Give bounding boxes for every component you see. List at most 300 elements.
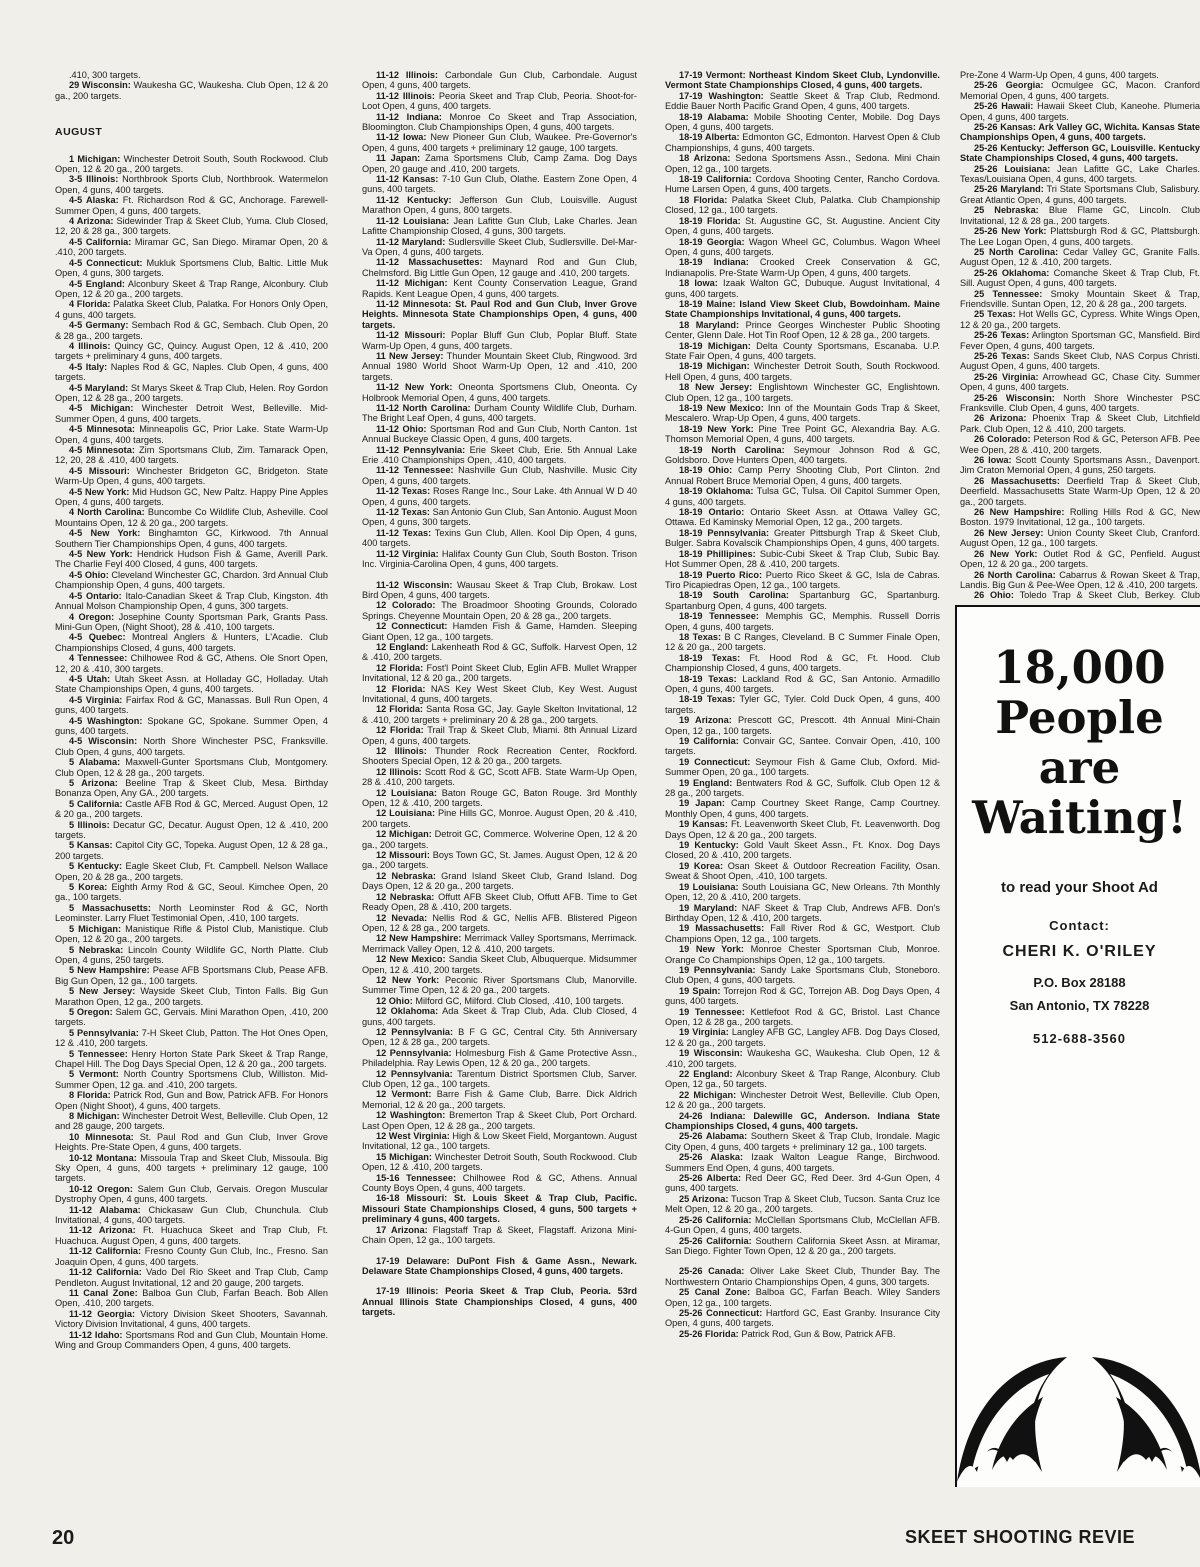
- shoot-listing: [55, 840, 328, 861]
- listing-date-location: 4-5 Germany:: [69, 320, 129, 331]
- listing-date-location: 12 Ohio:: [376, 995, 413, 1006]
- shoot-listing: [55, 279, 328, 300]
- shoot-listing: [55, 1288, 328, 1309]
- listing-date-location: 11-12 Kansas:: [376, 174, 439, 185]
- shoot-listing: [665, 153, 940, 174]
- shoot-listing: [665, 299, 940, 320]
- listing-details: Winchester Detroit South, South Rockwood. Club Open, 12 & 20 ga., 200 targets.: [55, 153, 328, 175]
- listing-date-location: 5 Kansas:: [69, 840, 113, 851]
- listing-date-location: 18-19 California:: [679, 174, 752, 185]
- listing-date-location: 18-19 New York:: [679, 423, 754, 434]
- listing-details: Oneonta Sportsmens Club, Oneonta. Cy Holbrook Memorial Open, 4 guns, 400 targets.: [362, 382, 637, 403]
- listing-details: Toledo Trap & Skeet Club, Berkey. Club: [1019, 590, 1200, 600]
- listing-details: Balboa Gun Club, Farfan Beach. Bob Allen Open, .410, 200 targets.: [55, 1287, 328, 1309]
- listing-date-location: 18-19 Oklahoma:: [679, 486, 754, 497]
- listing-date-location: 4-5 New York:: [69, 549, 133, 560]
- listing-details: Chickasaw Gun Club, Chunchula. Club Invitational, 4 guns, 400 targets.: [55, 1204, 328, 1226]
- listing-date-location: 24-26 Indiana:: [679, 1110, 746, 1121]
- listing-details: Fall River Rod & GC, Westport. Club Champions Open, 12 ga., 100 targets.: [665, 923, 940, 944]
- listing-date-location: 25-26 Hawaii:: [974, 101, 1034, 112]
- shoot-listing: [55, 924, 328, 945]
- shoot-listing: [665, 694, 940, 715]
- listing-date-location: 12 Washington:: [376, 1110, 446, 1121]
- listing-details: North Shore Winchester PSC, Franksville. Club Open, 4 guns, 400 targets.: [55, 736, 328, 757]
- listing-details: Rolling Hills Rod & GC, New Boston. 1979 Invitational, 12 ga., 100 targets.: [960, 507, 1200, 528]
- listing-details: Union County Skeet Club, Cranford. August Open, 12 ga., 100 targets.: [960, 527, 1200, 549]
- listing-details: Boys Town GC, St. James. August Open, 12 & 20 ga., 200 targets.: [362, 850, 637, 871]
- listing-date-location: 12 Missouri:: [376, 850, 430, 861]
- shoot-listing: [55, 424, 328, 445]
- listing-column-4: [960, 70, 1200, 600]
- shoot-listing: [960, 226, 1200, 247]
- shoot-listing: [362, 112, 637, 133]
- listing-date-location: 19 California:: [679, 736, 739, 746]
- listing-column-3: [665, 70, 940, 1510]
- shoot-listing: [665, 382, 940, 403]
- listing-date-location: 18-19 Maine:: [679, 298, 736, 309]
- listing-details: Balboa GC, Farfan Beach. Wiley Sanders Open, 12 ga., 100 targets.: [665, 1287, 940, 1308]
- listing-date-location: 12 Colorado:: [376, 600, 436, 611]
- listing-date-location: 22 Michigan:: [679, 1089, 737, 1100]
- shoot-listing: [362, 445, 637, 466]
- listing-details: Ft. Hood Rod & GC, Ft. Hood. Club Championship Closed, 4 guns, 400 targets.: [665, 652, 940, 674]
- shoot-listing: [362, 1225, 637, 1246]
- listing-date-location: 18 Arizona:: [679, 153, 731, 164]
- listing-details: Detroit GC, Commerce. Wolverine Open, 12 & 20 ga., 200 targets.: [362, 829, 637, 850]
- listing-details: Red Deer GC, Red Deer. 3rd 4-Gun Open, 4 guns, 400 targets.: [665, 1173, 940, 1194]
- listing-details: Palatka Skeet Club, Palatka. For Honors Only Open, 4 guns, 400 targets.: [55, 299, 328, 320]
- listing-details: Chilhowee Rod & GC, Athens. Annual County Boys Open, 4 guns, 400 targets.: [362, 1172, 637, 1194]
- listing-details: Prescott GC, Prescott. 4th Annual Mini-Chain Open, 12 ga., 100 targets.: [665, 715, 940, 736]
- listing-details: B F G GC, Central City. 5th Anniversary Open, 12 & 28 ga., 200 targets.: [362, 1026, 637, 1048]
- ad-contact-label: Contact:: [1049, 918, 1110, 933]
- listing-date-location: 12 Louisiana:: [376, 808, 436, 819]
- listing-details: Vado Del Rio Skeet and Trap Club, Camp Pendleton. August Invitational, 12 and 20 gauge, 200 targets.: [55, 1267, 328, 1288]
- listing-details: Winchester Detroit West, Belleville. Club Open, 12 and 28 gauge, 200 targets.: [55, 1111, 328, 1132]
- shoot-listing: [55, 1309, 328, 1330]
- listing-date-location: 26 Iowa:: [974, 455, 1012, 466]
- shoot-listing: [665, 507, 940, 528]
- shoot-listing: [55, 653, 328, 674]
- listing-date-location: 4-5 Quebec:: [69, 632, 126, 643]
- listing-details: Southern Skeet & Trap Club, Irondale. Magic City Open, 4 guns, 400 targets + preliminary 12 ga., 100 targets.: [665, 1131, 940, 1152]
- listing-date-location: 17 Arizona:: [376, 1224, 428, 1235]
- shoot-listing: [665, 486, 940, 507]
- listing-date-location: 18-19 Pennsylvania:: [679, 527, 770, 538]
- listing-date-location: 17-19 Washington:: [679, 90, 764, 101]
- listing-details: Patrick Rod, Gun & Bow, Patrick AFB.: [741, 1328, 896, 1339]
- listing-details: Buncombe Co Wildlife Club, Asheville. Cool Mountains Open, 12 & 20 ga., 200 targets.: [55, 507, 328, 528]
- listing-details: Naples Rod & GC, Naples. Club Open, 4 guns, 400 targets.: [55, 361, 328, 383]
- shoot-listing: [665, 1048, 940, 1069]
- listing-date-location: 3-5 Illinois:: [69, 174, 119, 185]
- listing-date-location: 10 Minnesota:: [69, 1131, 134, 1142]
- listing-column-1: [55, 70, 328, 1515]
- listing-date-location: 12 Florida:: [376, 704, 423, 715]
- listing-date-location: 4-5 Ohio:: [69, 569, 109, 580]
- listing-details: Camp Perry Shooting Club, Port Clinton. 2nd Annual Robert Bruce Memorial Open, 4 guns, 400 targets.: [665, 465, 940, 486]
- listing-date-location: 25-26 Louisiana:: [974, 163, 1051, 174]
- listing-date-location: 5 Massachusetts:: [69, 902, 151, 913]
- listing-details: Winchester Detroit West, Belleville. Club Open, 12 & 20 ga., 200 targets.: [665, 1089, 940, 1111]
- shoot-listing: [362, 330, 637, 351]
- shoot-listing: [960, 393, 1200, 414]
- listing-date-location: 25-26 Alberta:: [679, 1173, 742, 1184]
- shoot-listing: [55, 362, 328, 383]
- listing-date-location: 17-19 Delaware:: [376, 1255, 450, 1266]
- shoot-listing: [362, 871, 637, 892]
- listing-details: St. Paul Rod and Gun Club, Inver Grove Heights. Pre-State Open, 4 guns, 400 targets.: [55, 1131, 328, 1153]
- listing-details: Flagstaff Trap & Skeet, Flagstaff. Arizona Mini-Chain Open, 12 ga., 100 targets.: [362, 1224, 637, 1246]
- listing-details: Island View Skeet Club, Bowdoinham. Maine State Championships Invitational, 4 guns, 400 targets.: [665, 298, 940, 320]
- shoot-listing: [960, 143, 1200, 164]
- listing-details: Winchester Detroit West, Belleville. Mid-Summer Open, 4 guns, 400 targets.: [55, 403, 328, 424]
- listing-date-location: 19 Japan:: [679, 798, 725, 809]
- listing-date-location: 19 Kansas:: [679, 819, 728, 830]
- listing-date-location: 19 Massachusetts:: [679, 923, 765, 934]
- shoot-listing: [55, 1132, 328, 1153]
- shoot-listing: [55, 528, 328, 549]
- listing-date-location: 18-19 Puerto Rico:: [679, 569, 763, 580]
- shoot-listing: [362, 1006, 637, 1027]
- shoot-listing: [55, 258, 328, 279]
- listing-date-location: 11-12 Maryland:: [376, 236, 446, 247]
- listing-details: Utah Skeet Assn. at Holladay GC, Holladay. Utah State Championships Open, 4 guns, 400 targets.: [55, 673, 328, 695]
- listing-details: Tri State Sportsmans Club, Salisbury. Great Atlantic Open, 4 guns, 400 targets.: [960, 184, 1200, 205]
- shoot-listing: [55, 383, 328, 404]
- shoot-listing: [665, 882, 940, 903]
- shoot-listing: [55, 174, 328, 195]
- shoot-listing: [362, 725, 637, 746]
- shoot-listing: [362, 892, 637, 913]
- listing-date-location: 5 Vermont:: [69, 1069, 119, 1080]
- listing-date-location: 4 Illinois:: [69, 340, 111, 351]
- listing-details: Spartanburg GC, Spartanburg. Spartanburg Open, 4 guns, 400 targets.: [665, 590, 940, 611]
- shoot-listing: [362, 850, 637, 871]
- shoot-listing: [960, 455, 1200, 476]
- shoot-listing: [665, 237, 940, 258]
- shoot-listing: [362, 507, 637, 528]
- listing-date-location: 18-19 Ontario:: [679, 507, 745, 518]
- listing-date-location: 11-12 Georgia:: [69, 1308, 135, 1319]
- listing-date-location: 26 North Carolina:: [974, 569, 1056, 580]
- listing-date-location: 25-26 Florida:: [679, 1328, 739, 1339]
- listing-date-location: 11-12 Pennsylvania:: [376, 444, 466, 455]
- listing-date-location: 19 Maryland:: [679, 902, 738, 913]
- listing-date-location: 11-12 Minnesota:: [376, 298, 452, 309]
- listing-details: Palatka Skeet Club, Palatka. Club Championship Closed, 12 ga., 100 targets.: [665, 194, 940, 216]
- listing-details: Inn of the Mountain Gods Trap & Skeet, Mescalero. Wrap-Up Open, 4 guns, 400 targets.: [665, 403, 940, 424]
- listing-date-location: 18-19 Michigan:: [679, 361, 750, 372]
- listing-details: Peoria Skeet and Trap Club, Peoria. Shoot-for-Loot Open, 4 guns, 400 targets.: [362, 90, 637, 112]
- shoot-listing: [960, 507, 1200, 528]
- shoot-listing: [362, 299, 637, 330]
- listing-date-location: 5 Illinois:: [69, 819, 110, 830]
- listing-details: Subic-Cubi Skeet & Trap Club, Subic Bay. Hot Summer Open, 28 & .410, 200 targets.: [665, 548, 940, 570]
- listing-details: South Louisiana GC, New Orleans. 7th Monthly Open, 12, 20 & .410, 200 targets.: [665, 881, 940, 903]
- shoot-listing: [362, 996, 637, 1006]
- shoot-listing: [362, 195, 637, 216]
- ad-address-line-1: P.O. Box 28188: [1033, 975, 1126, 990]
- listing-date-location: 19 Tennessee:: [679, 1006, 745, 1017]
- listing-details: Scott County Sportsmans Assn., Davenport. Jim Craton Memorial Open, 4 guns, 250 targets.: [960, 455, 1200, 476]
- shoot-listing: [55, 1225, 328, 1246]
- listing-details: Victory Division Skeet Shooters, Savannah. Victory Division Invitational, 4 guns, 400 targets.: [55, 1308, 328, 1330]
- listing-details: Seymour Fish & Game Club, Oxford. Mid-Summer Open, 20 ga., 100 targets.: [665, 756, 940, 778]
- listing-details: North Country Sportsmens Club, Williston. Mid-Summer Open, 12 ga. and .410, 200 targets.: [55, 1069, 328, 1090]
- listing-date-location: 12 Illinois:: [376, 746, 427, 756]
- listing-date-location: 12 England:: [376, 641, 429, 652]
- listing-details: Trail Trap & Skeet Club, Miami. 8th Annual Lizard Open, 4 guns, 400 targets.: [362, 725, 637, 746]
- listing-details: Eagle Skeet Club, Ft. Campbell. Nelson Wallace Open, 20 & 28 ga., 200 targets.: [55, 861, 328, 882]
- listing-details: Jean Lafitte Gun Club, Lake Charles. Jean Lafitte Championship Closed, 4 guns, 300 targets.: [362, 215, 637, 237]
- shoot-listing: [55, 80, 328, 101]
- listing-date-location: 11 New Jersey:: [376, 350, 444, 361]
- listing-details: Hawaii Skeet Club, Kaneohe. Plumeria Open, 4 guns, 400 targets.: [960, 101, 1200, 122]
- shoot-listing: [55, 549, 328, 570]
- listing-date-location: 5 California:: [69, 798, 123, 809]
- shoot-listing: [55, 1049, 328, 1070]
- listing-date-location: 4-5 Connecticut:: [69, 257, 143, 268]
- listing-details: Mobile Shooting Center, Mobile. Dog Days Open, 4 guns, 400 targets.: [665, 111, 940, 133]
- listing-date-location: 25-26 Virginia:: [974, 371, 1039, 382]
- shoot-listing: [665, 1287, 940, 1308]
- listing-details: Jefferson Gun Club, Louisville. August Marathon Open, 4 guns, 800 targets.: [362, 194, 637, 216]
- shoot-listing: [665, 257, 940, 278]
- listing-date-location: 26 Massachusetts:: [974, 475, 1060, 486]
- shoot-listing: [55, 154, 328, 175]
- listing-date-location: 4-5 Minnesota:: [69, 445, 135, 455]
- listing-details: Zim Sportsmans Club, Zim. Tamarack Open, 12, 20, 28 & .410, 400 targets.: [55, 445, 328, 466]
- shoot-listing: [665, 674, 940, 695]
- listing-date-location: 11-12 Indiana:: [376, 111, 442, 122]
- listing-date-location: 25-26 Alaska:: [679, 1152, 744, 1163]
- listing-date-location: 5 Arizona:: [69, 778, 118, 788]
- listing-date-location: 19 Virginia:: [679, 1027, 729, 1038]
- shoot-listing: [665, 840, 940, 861]
- shoot-listing: [55, 570, 328, 591]
- listing-date-location: 25-26 Connecticut:: [679, 1307, 763, 1318]
- listing-details: Prince Georges Winchester Public Shooting Center, Glenn Dale. Hot Tin Roof Open, 12 & 28 ga., 200 targets.: [665, 319, 940, 341]
- listing-date-location: 12 West Virginia:: [376, 1131, 450, 1142]
- listing-details: Phoenix Trap & Skeet Club, Litchfield Park. Club Open, 12 & .410, 200 targets.: [960, 413, 1200, 434]
- shoot-listing: [362, 216, 637, 237]
- shoot-listing: [362, 351, 637, 382]
- shoot-listing: [362, 663, 637, 684]
- listing-details: Quincy GC, Quincy. August Open, 12 & .410, 200 targets + preliminary 4 guns, 400 targets.: [55, 340, 328, 362]
- listing-details: Bremerton Trap & Skeet Club, Port Orchard. Last Open Open, 12 & 28 ga., 200 targets.: [362, 1110, 637, 1131]
- shoot-listing: [665, 1329, 940, 1339]
- listing-details: Wausau Skeet & Trap Club, Brokaw. Lost Bird Open, 4 guns, 400 targets.: [362, 579, 637, 600]
- shoot-listing: [362, 808, 637, 829]
- listing-details: Castle AFB Rod & GC, Merced. August Open, 12 & 20 ga., 200 targets.: [55, 798, 328, 820]
- shoot-listing: [55, 965, 328, 986]
- listing-details: Sembach Rod & GC, Sembach. Club Open, 20 & 28 ga., 200 targets.: [55, 320, 328, 341]
- listing-date-location: 12 Nebraska:: [376, 870, 436, 881]
- listing-date-location: 4-5 Wisconsin:: [69, 736, 138, 747]
- listing-details: Arlington Sportsman GC, Mansfield. Bird Fever Open, 4 guns, 400 targets.: [960, 330, 1200, 351]
- listing-details: St Marys Skeet & Trap Club, Helen. Roy Gordon Open, 12 & 28 ga., 200 targets.: [55, 382, 328, 403]
- listing-details: Milford GC, Milford. Club Closed, .410, 100 targets.: [415, 995, 624, 1006]
- shoot-listing: [960, 351, 1200, 372]
- listing-date-location: 26 Ohio:: [974, 590, 1014, 600]
- listing-details: Izaak Walton GC, Dubuque. August Invitational, 4 guns, 400 targets.: [665, 278, 940, 299]
- shoot-listing: [665, 70, 940, 91]
- listing-date-location: 18 Florida:: [679, 194, 728, 205]
- listing-date-location: 25-26 California:: [679, 1214, 752, 1225]
- listing-date-location: 15 Michigan:: [376, 1151, 432, 1162]
- shoot-listing: [362, 1048, 637, 1069]
- shoot-listing: [665, 445, 940, 466]
- shoot-listing: [665, 1194, 940, 1215]
- listing-details: Tyler GC, Tyler. Cold Duck Open, 4 guns, 400 targets.: [665, 694, 940, 715]
- listing-details: Winchester Detroit South, South Rockwood. Club Open, 12 & .410, 200 targets.: [362, 1151, 637, 1173]
- shoot-listing: [362, 1131, 637, 1152]
- listing-date-location: 4 Oregon:: [69, 611, 115, 622]
- listing-details: Poplar Bluff Gun Club, Poplar Bluff. State Warm-Up Open, 4 guns, 400 targets.: [362, 330, 637, 351]
- listing-date-location: 25 Arizona:: [679, 1193, 729, 1204]
- shoot-listing: [960, 528, 1200, 549]
- listing-details: 7-10 Gun Club, Olathe. Eastern Zone Open, 4 guns, 400 targets.: [362, 174, 637, 195]
- shoot-listing: [665, 757, 940, 778]
- listing-details: B C Ranges, Cleveland. B C Summer Finale Open, 12 & 20 ga., 200 targets.: [665, 631, 940, 653]
- listing-date-location: 4 Tennessee:: [69, 653, 128, 664]
- shoot-listing: [665, 778, 940, 799]
- shoot-listing: [55, 820, 328, 841]
- shoot-listing: [55, 716, 328, 737]
- shoot-listing: [55, 695, 328, 716]
- listing-details: Salem Gun Club, Gervais. Oregon Muscular Dystrophy Open, 4 guns, 400 targets.: [55, 1183, 328, 1205]
- ad-headline-line: 18,000: [993, 641, 1166, 694]
- shoot-listing: [362, 1286, 637, 1317]
- listing-details: Sudlersville Skeet Club, Sudlersville. Del-Mar-Va Open, 4 guns, 400 targets.: [362, 236, 637, 257]
- listing-date-location: 5 Nebraska:: [69, 944, 124, 955]
- listing-details: Pease AFB Sportsmans Club, Pease AFB. Big Gun Open, 12 ga., 100 targets.: [55, 965, 328, 986]
- shoot-listing: [665, 195, 940, 216]
- listing-details: Fairfax Rod & GC, Manassas. Bull Run Open, 4 guns, 400 targets.: [55, 694, 328, 716]
- listing-details: Gold Vault Skeet Assn., Ft. Knox. Dog Days Closed, 20 & .410, 200 targets.: [665, 840, 940, 861]
- listing-details: Eighth Army Rod & GC, Seoul. Kimchee Open, 20 ga., 100 targets.: [55, 882, 328, 903]
- listing-details: San Antonio Gun Club, San Antonio. August Moon Open, 4 guns, 300 targets.: [362, 507, 637, 528]
- shoot-listing: [665, 1007, 940, 1028]
- listing-details: Tulsa GC, Tulsa. Oil Capitol Summer Open, 4 guns, 400 targets.: [665, 486, 940, 507]
- shoot-listing: [665, 403, 940, 424]
- listing-details: Osan Skeet & Outdoor Recreation Facility, Osan. Sweat & Shoot Open, .410, 100 targets.: [665, 860, 940, 882]
- shoot-listing: [665, 132, 940, 153]
- listing-date-location: 11-12 Texas:: [376, 507, 430, 518]
- listing-details: Lakenheath Rod & GC, Suffolk. Harvest Open, 12 & .410, 200 targets.: [362, 641, 637, 663]
- listing-details: Sands Skeet Club, NAS Corpus Christi. August Open, 4 guns, 400 targets.: [960, 350, 1200, 372]
- listing-details: St. Louis Skeet & Trap Club, Pacific. Missouri State Championships Closed, 4 guns, 500 targets + preliminary 4 guns, 400 targets.: [362, 1193, 637, 1225]
- shoot-listing: [362, 704, 637, 725]
- shoot-listing: [960, 122, 1200, 143]
- shoot-listing: [665, 590, 940, 611]
- shoot-listing: [362, 1256, 637, 1277]
- listing-details: Cordova Shooting Center, Rancho Cordova. Hume Larsen Open, 4 guns, 400 targets.: [665, 174, 940, 195]
- listing-details: Sportsmans Rod and Gun Club, Mountain Home. Wing and Group Commanders Open, 4 guns, 400 targets.: [55, 1329, 328, 1350]
- listing-details: Northeast Kindom Skeet Club, Lyndonville. Vermont State Championships Closed, 4 guns, 400 targets.: [665, 70, 940, 91]
- listing-details: Jefferson GC, Louisville. Kentucky State Championships Closed, 4 guns, 400 targets.: [960, 142, 1200, 164]
- listing-details: Deerfield Trap & Skeet Club, Deerfield. Massachusetts State Warm-Up Open, 12 & 20 ga., 200 targets.: [960, 475, 1200, 507]
- shoot-listing: [362, 642, 637, 663]
- listing-details: Lackland Rod & GC, San Antonio. Armadillo Open, 4 guns, 400 targets.: [665, 673, 940, 694]
- listing-date-location: 16-18 Missouri:: [376, 1193, 448, 1204]
- shoot-listing: [55, 299, 328, 320]
- listing-details: Pre-Zone 4 Warm-Up Open, 4 guns, 400 targets.: [960, 70, 1159, 80]
- shoot-listing: [665, 653, 940, 674]
- listing-details: Ark Valley GC, Wichita. Kansas State Championships Open, 4 guns, 400 targets.: [960, 122, 1200, 143]
- shoot-listing: [362, 580, 637, 601]
- shoot-listing: [55, 1090, 328, 1111]
- listing-date-location: 12 Michigan:: [376, 829, 432, 840]
- listing-date-location: 11-12 Tennessee:: [376, 465, 454, 476]
- shoot-listing: [55, 487, 328, 508]
- shoot-listing: [960, 164, 1200, 185]
- listing-date-location: 25-26 Canada:: [679, 1266, 745, 1277]
- shoot-listing: [362, 933, 637, 954]
- listing-date-location: 8 Michigan:: [69, 1111, 120, 1121]
- shoot-listing: [362, 91, 637, 112]
- listing-details: Cleveland Winchester GC, Chardon. 3rd Annual Club Championship Open, 4 guns, 400 targets.: [55, 569, 328, 591]
- listing-details: New Pioneer Gun Club, Waukee. Pre-Governor's Open, 4 guns, 400 targets + preliminary 12 gauge, 100 targets.: [362, 132, 637, 153]
- listing-date-location: 11-12 Michigan:: [376, 278, 448, 289]
- listing-date-location: 25-26 Georgia:: [974, 80, 1044, 91]
- listing-date-location: 5 New Jersey:: [69, 986, 136, 997]
- shoot-listing: [665, 715, 940, 736]
- listing-date-location: 25-26 New York:: [974, 226, 1047, 237]
- listing-details: Capitol City GC, Topeka. August Open, 12 & 28 ga., 200 targets.: [55, 840, 328, 861]
- shoot-listing: [960, 70, 1200, 80]
- shoot-listing: [362, 1110, 637, 1131]
- shoot-listing: [665, 174, 940, 195]
- listing-date-location: 12 Florida:: [376, 725, 424, 736]
- listing-date-location: 11-12 North Carolina:: [376, 403, 471, 413]
- listing-date-location: 11-12 Wisconsin:: [376, 579, 453, 590]
- shoot-listing: [665, 361, 940, 382]
- listing-date-location: 17-19 Vermont:: [679, 70, 746, 80]
- shoot-listing: [665, 611, 940, 632]
- shoot-listing: [55, 861, 328, 882]
- shoot-listing: [665, 528, 940, 549]
- listing-date-location: 11-12 Illinois:: [376, 70, 439, 80]
- listing-details: Winchester Detroit South, South Rockwood. Hell Open, 4 guns, 400 targets.: [665, 361, 940, 382]
- shoot-listing: [55, 1007, 328, 1028]
- shoot-listing: [55, 1246, 328, 1267]
- shoot-listing: [665, 1308, 940, 1329]
- shoot-listing: [55, 736, 328, 757]
- listing-date-location: 11-12 Idaho:: [69, 1329, 123, 1340]
- listing-date-location: 5 Oregon:: [69, 1006, 113, 1017]
- listing-details: Grand Island Skeet Club, Grand Island. Dog Days Open, 12 & 20 ga., 200 targets.: [362, 870, 637, 892]
- shoot-listing: [55, 945, 328, 966]
- listing-date-location: 18 Maryland:: [679, 319, 740, 330]
- listing-details: Maynard Rod and Gun Club, Chelmsford. Big Little Gun Open, 12 gauge and .410, 200 targets.: [362, 257, 637, 278]
- listing-details: Camp Courtney Skeet Range, Camp Courtney. Monthly Open, 4 guns, 400 targets.: [665, 798, 940, 819]
- listing-date-location: 4-5 Utah:: [69, 673, 111, 684]
- listing-details: Texins Gun Club, Allen. Kool Dip Open, 4 guns, 400 targets.: [362, 527, 637, 549]
- shoot-listing: [55, 1153, 328, 1184]
- listing-details: Hamden Fish & Game, Hamden. Sleeping Giant Open, 12 ga., 100 targets.: [362, 621, 637, 642]
- listing-details: Puerto Rico Skeet & GC, Isla de Cabras. Tiro Picapiedras Open, 12 ga., 100 targets.: [665, 569, 940, 590]
- listing-date-location: 12 New Hampshire:: [376, 933, 462, 944]
- listing-date-location: 19 Wisconsin:: [679, 1048, 743, 1059]
- shoot-listing: [55, 1184, 328, 1205]
- listing-details: Outlet Rod & GC, Penfield. August Open, 12 & 20 ga., 200 targets.: [960, 548, 1200, 570]
- listing-details: Zama Sportsmens Club, Camp Zama. Dog Days Open, 20 gauge and .410, 200 targets.: [362, 153, 637, 174]
- listing-date-location: 25 Canal Zone:: [679, 1287, 751, 1298]
- shoot-listing: [362, 257, 637, 278]
- listing-details: Dalewille GC, Anderson. Indiana State Championships Closed, 4 guns, 400 targets.: [665, 1110, 940, 1132]
